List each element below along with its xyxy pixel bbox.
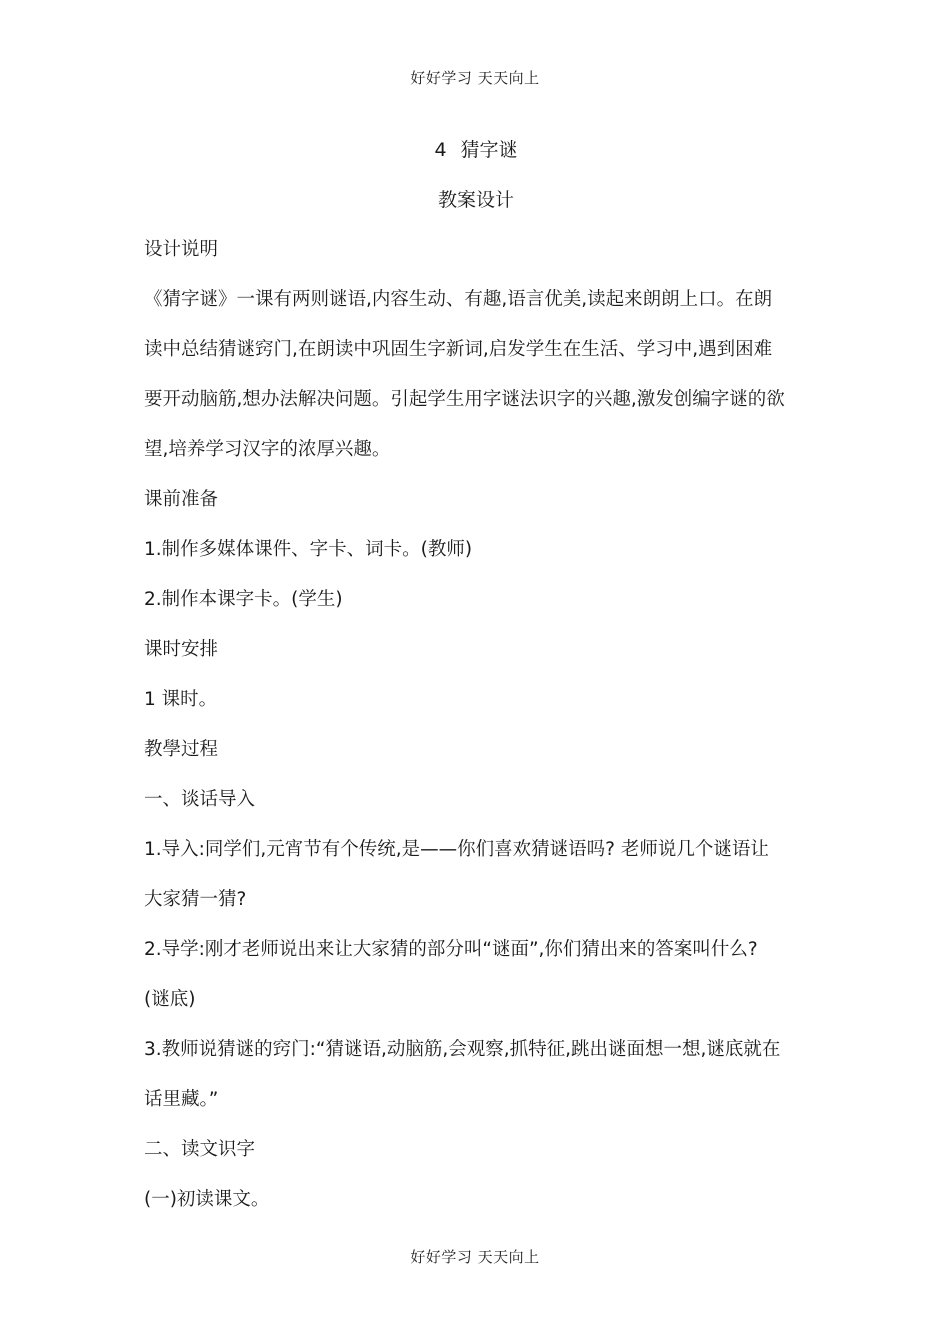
lesson-number: 4 xyxy=(434,139,447,161)
design-note-heading: 设计说明 xyxy=(144,239,219,260)
section1-line: (谜底) xyxy=(144,989,196,1010)
design-note-line: 望,培养学习汉字的浓厚兴趣。 xyxy=(144,439,391,460)
design-note-line: 读中总结猜谜窍门,在朗读中巩固生字新词,启发学生在生活、学习中,遇到困难 xyxy=(144,339,773,360)
prep-heading: 课前准备 xyxy=(144,489,219,510)
schedule-heading: 课时安排 xyxy=(144,639,219,660)
prep-item: 1.制作多媒体课件、字卡、词卡。(教师) xyxy=(144,539,473,560)
section2-sub: (一)初读课文。 xyxy=(144,1189,270,1210)
section2-heading: 二、读文识字 xyxy=(144,1139,256,1160)
design-note-line: 《猜字谜》一课有两则谜语,内容生动、有趣,语言优美,读起来朗朗上口。在朗 xyxy=(144,289,773,310)
page-footer: 好好学习 天天向上 xyxy=(410,1248,540,1266)
subtitle: 教案设计 xyxy=(437,189,514,211)
section1-line: 2.导学:刚才老师说出来让大家猜的部分叫“谜面”,你们猜出来的答案叫什么? xyxy=(144,939,758,960)
section1-line: 3.教师说猜谜的窍门:“猜谜语,动脑筋,会观察,抓特征,跳出谜面想一想,谜底就在 xyxy=(144,1039,781,1060)
schedule-text: 1 课时。 xyxy=(144,689,218,710)
section1-line: 1.导入:同学们,元宵节有个传统,是——你们喜欢猜谜语吗? 老师说几个谜语让 xyxy=(144,839,769,860)
section1-heading: 一、谈话导入 xyxy=(144,789,256,810)
process-heading: 教學过程 xyxy=(144,739,219,760)
lesson-title-text: 猜字谜 xyxy=(460,139,518,161)
section1-line: 大家猜一猜? xyxy=(144,889,247,910)
design-note-line: 要开动脑筋,想办法解决问题。引起学生用字谜法识字的兴趣,激发创编字谜的欲 xyxy=(144,389,785,410)
section1-line: 话里藏。” xyxy=(144,1089,219,1110)
prep-item: 2.制作本课字卡。(学生) xyxy=(144,589,343,610)
document-body xyxy=(144,125,808,1225)
page-header: 好好学习 天天向上 xyxy=(410,69,540,87)
lesson-title xyxy=(144,125,808,175)
